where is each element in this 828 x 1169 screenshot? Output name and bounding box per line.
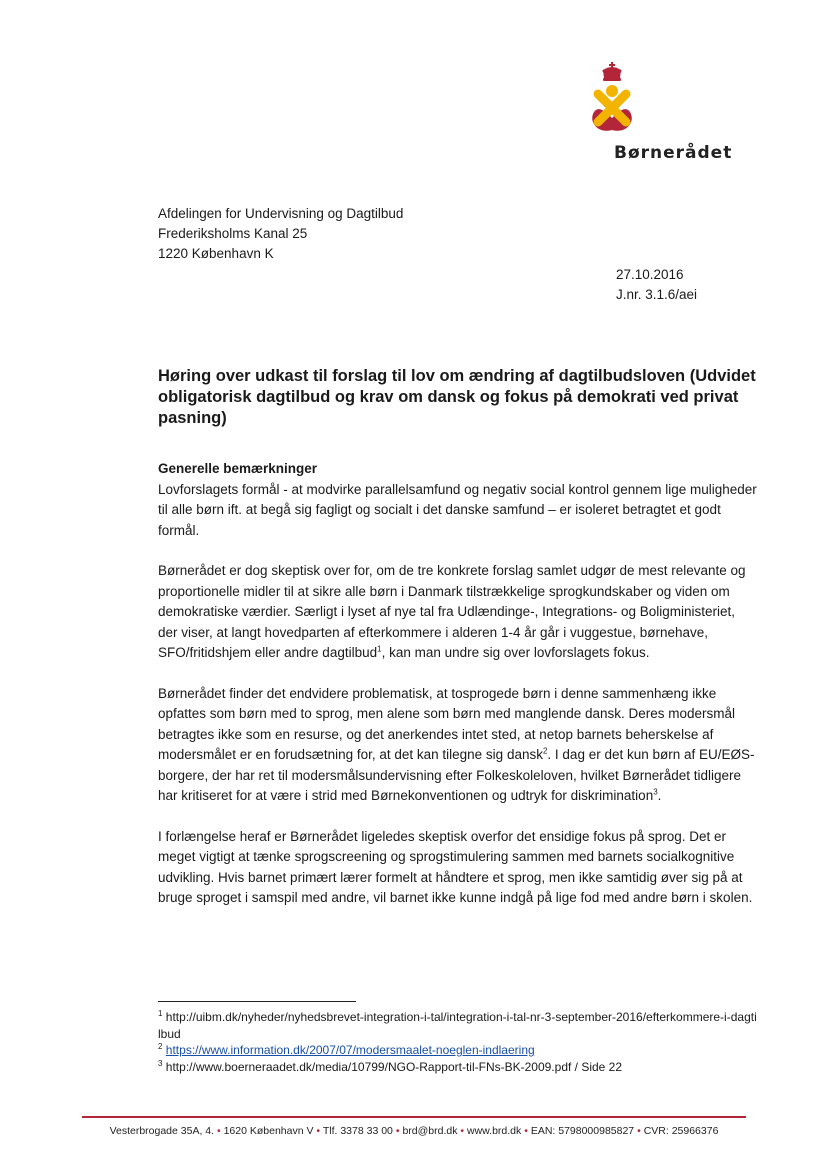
- paragraph-text: . I dag er det kun børn af EU/EØS-borgere, der har ret til modersmålsundervisning efter Folkeskoleloven, hvilket Børnerådet tidligere har kritiseret for at være i strid med Børnekonventionen og udtryk for diskrimination: [158, 747, 755, 803]
- recipient-line: Frederiksholms Kanal 25: [158, 226, 308, 241]
- paragraph: [158, 684, 758, 807]
- footer-phone: Tlf. 3378 33 00: [322, 1125, 393, 1137]
- bullet-separator-icon: •: [216, 1125, 221, 1137]
- brand-wordmark: Børnerådet: [614, 143, 733, 163]
- bullet-separator-icon: •: [316, 1125, 321, 1137]
- footer-city: 1620 København V: [223, 1125, 314, 1137]
- document-title: Høring over udkast til forslag til lov om ændring af dagtilbudsloven (Udvidet obligatorisk dagtilbud og krav om dansk og fokus på demokrati ved privat pasning): [158, 367, 756, 427]
- footnote-link[interactable]: http://uibm.dk/nyheder/nyhedsbrevet-integration-i-tal/integration-i-tal-nr-3-september-2016/efterkommere-i-dagtilbud: [158, 1010, 757, 1041]
- footnote-ref[interactable]: 3: [653, 787, 658, 797]
- footnote: [158, 1059, 758, 1076]
- footnote-ref[interactable]: 2: [542, 746, 548, 756]
- bullet-separator-icon: •: [637, 1125, 641, 1137]
- paragraph-text: Børnerådet er dog skeptisk over for, om de tre konkrete forslag samlet udgør de mest relevante og proportionelle midler til at sikre alle børn i Danmark tilstrækkelige sprogkundskaber og viden om demokratiske værdier. Særligt i lyset af nye tal fra Udlændinge-, Integrations- og Boligministeriet, der viser, at langt hovedparten af efterkommere i alderen 1-4 år går i vuggestue, børnehave, SFO/fritidshjem eller andre dagtilbud: [158, 563, 746, 660]
- footnote-number: 3: [158, 1058, 163, 1068]
- letterhead-footer: [82, 1125, 746, 1137]
- footnote-number: 2: [158, 1042, 163, 1051]
- bullet-separator-icon: •: [524, 1125, 528, 1137]
- footnote-link[interactable]: https://www.information.dk/2007/07/modersmaalet-noeglen-indlaering: [165, 1043, 535, 1057]
- recipient-line: Afdelingen for Undervisning og Dagtilbud: [158, 206, 404, 221]
- footnote-link[interactable]: http://www.boerneraadet.dk/media/10799/NGO-Rapport-til-FNs-BK-2009.pdf / Side 22: [165, 1059, 623, 1074]
- footnote-number: 1: [158, 1009, 163, 1018]
- footer-web[interactable]: www.brd.dk: [467, 1125, 522, 1137]
- paragraph: I forlængelse heraf er Børnerådet ligeledes skeptisk overfor det ensidige fokus på sprog. Det er meget vigtigt at tænke sprogscreening og sprogstimulering sammen med barnets socialkognitive udvikling. Hvis barnet primært lærer formelt at håndtere et sprog, men ikke samtidig øver sig på at bruge sproget i samspil med andre, vil barnet ikke kunne indgå på lige fod med andre børn i skolen.: [158, 828, 753, 905]
- boerneraadet-logo-icon: [584, 60, 654, 138]
- footer-cvr: CVR: 25966376: [643, 1125, 719, 1137]
- footnote-divider: [158, 1001, 356, 1002]
- journal-number: J.nr. 3.1.6/aei: [616, 287, 698, 302]
- document-body: [158, 459, 758, 929]
- recipient-line: 1220 København K: [158, 246, 274, 261]
- footnote-ref[interactable]: 1: [377, 644, 382, 654]
- section-heading: Generelle bemærkninger: [158, 461, 318, 476]
- footnote: [158, 1042, 758, 1059]
- footer-divider: [82, 1116, 746, 1118]
- recipient-address: [158, 204, 403, 264]
- footer-ean: EAN: 5798000985827: [530, 1125, 635, 1137]
- letter-meta: [616, 265, 697, 305]
- bullet-separator-icon: •: [395, 1125, 400, 1137]
- bullet-separator-icon: •: [460, 1125, 465, 1137]
- footnote: [158, 1009, 758, 1042]
- footer-address: Vesterbrogade 35A, 4.: [109, 1125, 215, 1137]
- paragraph-text: , kan man undre sig over lovforslagets fokus.: [381, 645, 650, 660]
- footnotes: [158, 1009, 758, 1075]
- paragraph: [158, 561, 758, 664]
- paragraph-text: Børnerådet finder det endvidere problematisk, at tosprogede børn i denne sammenhæng ikke opfattes som børn med to sprog, men alene som børn med manglende dansk. Deres modersmål betragtes ikke som en resurse, og det anerkendes intet sted, at netop barnets beherskelse af modersmålet er en forudsætning for, at det kan tilegne sig dansk: [158, 685, 736, 762]
- paragraph: Lovforslagets formål - at modvirke parallelsamfund og negativ social kontrol gennem lige muligheder til alle børn ift. at begå sig fagligt og socialt i det danske samfund – er isoleret betragtet et godt formål.: [158, 481, 757, 538]
- letter-date: 27.10.2016: [616, 267, 684, 282]
- footer-email[interactable]: brd@brd.dk: [402, 1125, 458, 1137]
- paragraph-text: .: [657, 788, 662, 803]
